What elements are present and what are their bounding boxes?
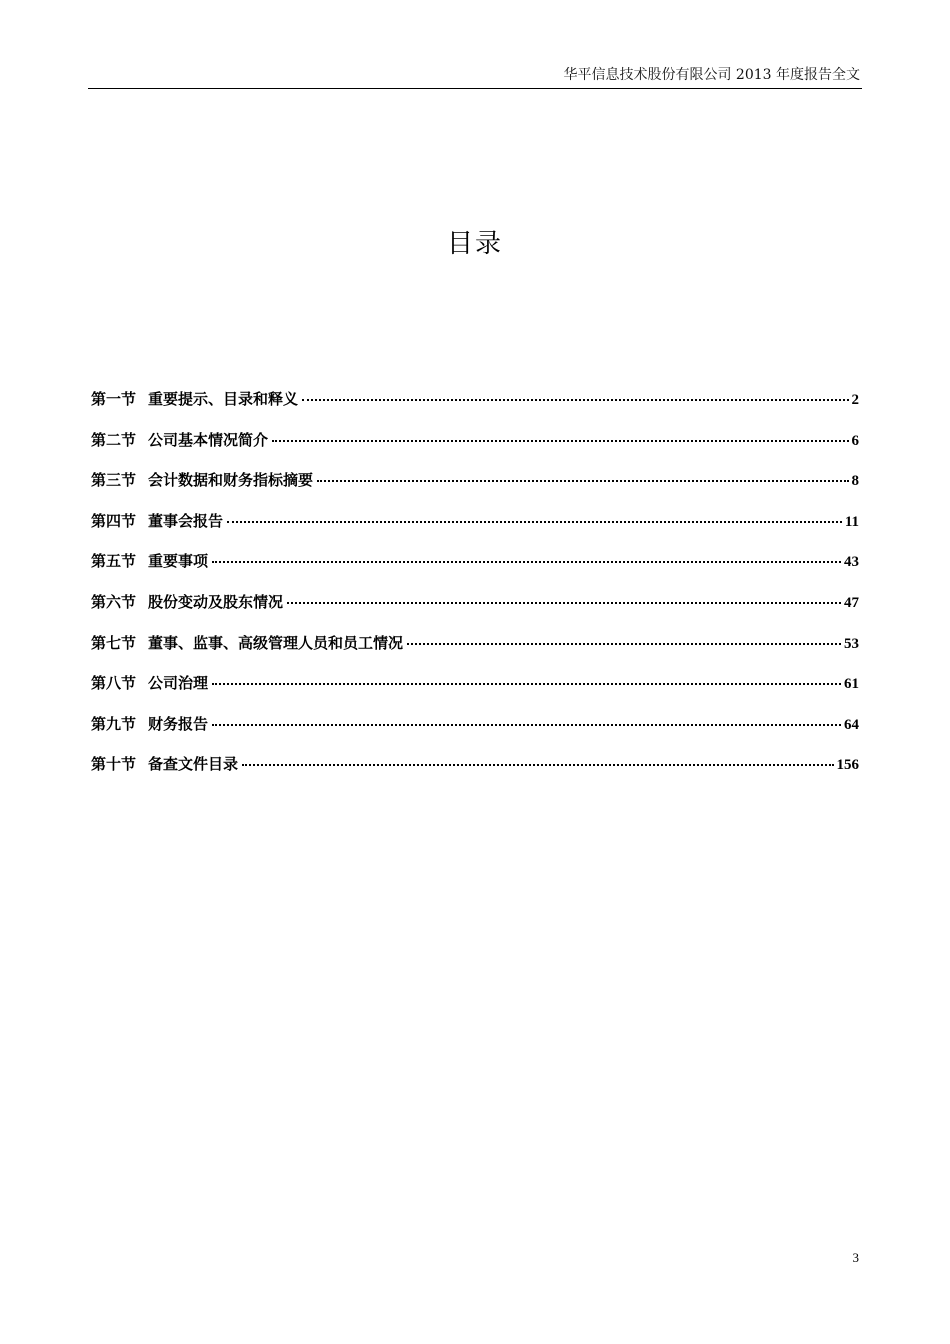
toc-dot-leader: [242, 764, 833, 766]
toc-page-number: 11: [844, 513, 859, 530]
toc-entry-3[interactable]: [91, 469, 859, 510]
toc-page-number: 64: [844, 716, 859, 733]
toc-page-number: 8: [851, 473, 859, 490]
toc-heading: 董事会报告: [148, 511, 224, 530]
toc-entry-10[interactable]: [91, 753, 859, 794]
toc-page-number: 2: [851, 392, 859, 408]
toc-dot-leader: [302, 399, 848, 401]
page-number: 3: [852, 1250, 859, 1265]
toc-entry-1[interactable]: [91, 388, 859, 429]
toc-heading: 会计数据和财务指标摘要: [148, 471, 314, 490]
toc-entry-8[interactable]: [91, 672, 859, 713]
toc-page-number: 53: [844, 635, 859, 652]
table-of-contents: [91, 388, 859, 794]
toc-dot-leader: [212, 683, 841, 685]
toc-page-number: 6: [851, 432, 859, 449]
toc-entry-7[interactable]: [91, 632, 859, 673]
toc-page-number: 47: [844, 594, 859, 611]
toc-heading: 公司治理: [148, 674, 209, 693]
toc-entry-2[interactable]: [91, 429, 859, 470]
toc-section-label: 第五节: [91, 552, 137, 571]
toc-heading: 公司基本情况简介: [148, 430, 269, 449]
toc-dot-leader: [407, 643, 841, 645]
toc-entry-5[interactable]: [91, 550, 859, 591]
toc-section-label: 第二节: [91, 430, 137, 449]
toc-heading: 董事、监事、高级管理人员和员工情况: [148, 633, 404, 652]
toc-dot-leader: [287, 602, 841, 604]
toc-title: 目录: [446, 229, 503, 259]
toc-section-label: 第三节: [91, 471, 137, 490]
toc-heading: 财务报告: [148, 714, 209, 733]
toc-section-label: 第四节: [91, 511, 137, 530]
toc-page-number: 43: [844, 554, 859, 571]
header-title: 华平信息技术股份有限公司 2013 年度报告全文: [563, 67, 860, 83]
header-divider: [88, 88, 862, 89]
toc-heading: 股份变动及股东情况: [148, 592, 284, 611]
toc-section-label: 第七节: [91, 633, 137, 652]
toc-entry-4[interactable]: [91, 510, 859, 551]
toc-page-number: 61: [844, 676, 859, 693]
toc-dot-leader: [227, 521, 842, 523]
toc-section-label: 第六节: [91, 592, 137, 611]
toc-dot-leader: [317, 480, 848, 482]
toc-section-label: 第九节: [91, 714, 137, 733]
toc-dot-leader: [272, 440, 848, 442]
toc-section-label: 第十节: [91, 755, 137, 774]
toc-page-number: 156: [836, 757, 859, 774]
toc-section-label: 第一节: [91, 390, 137, 408]
toc-heading: 备查文件目录: [148, 755, 239, 774]
toc-entry-9[interactable]: [91, 713, 859, 754]
toc-heading: 重要事项: [148, 552, 209, 571]
toc-dot-leader: [212, 561, 841, 563]
toc-entry-6[interactable]: [91, 591, 859, 632]
toc-dot-leader: [212, 724, 841, 726]
toc-heading: 重要提示、目录和释义: [148, 390, 299, 408]
toc-section-label: 第八节: [91, 674, 137, 693]
